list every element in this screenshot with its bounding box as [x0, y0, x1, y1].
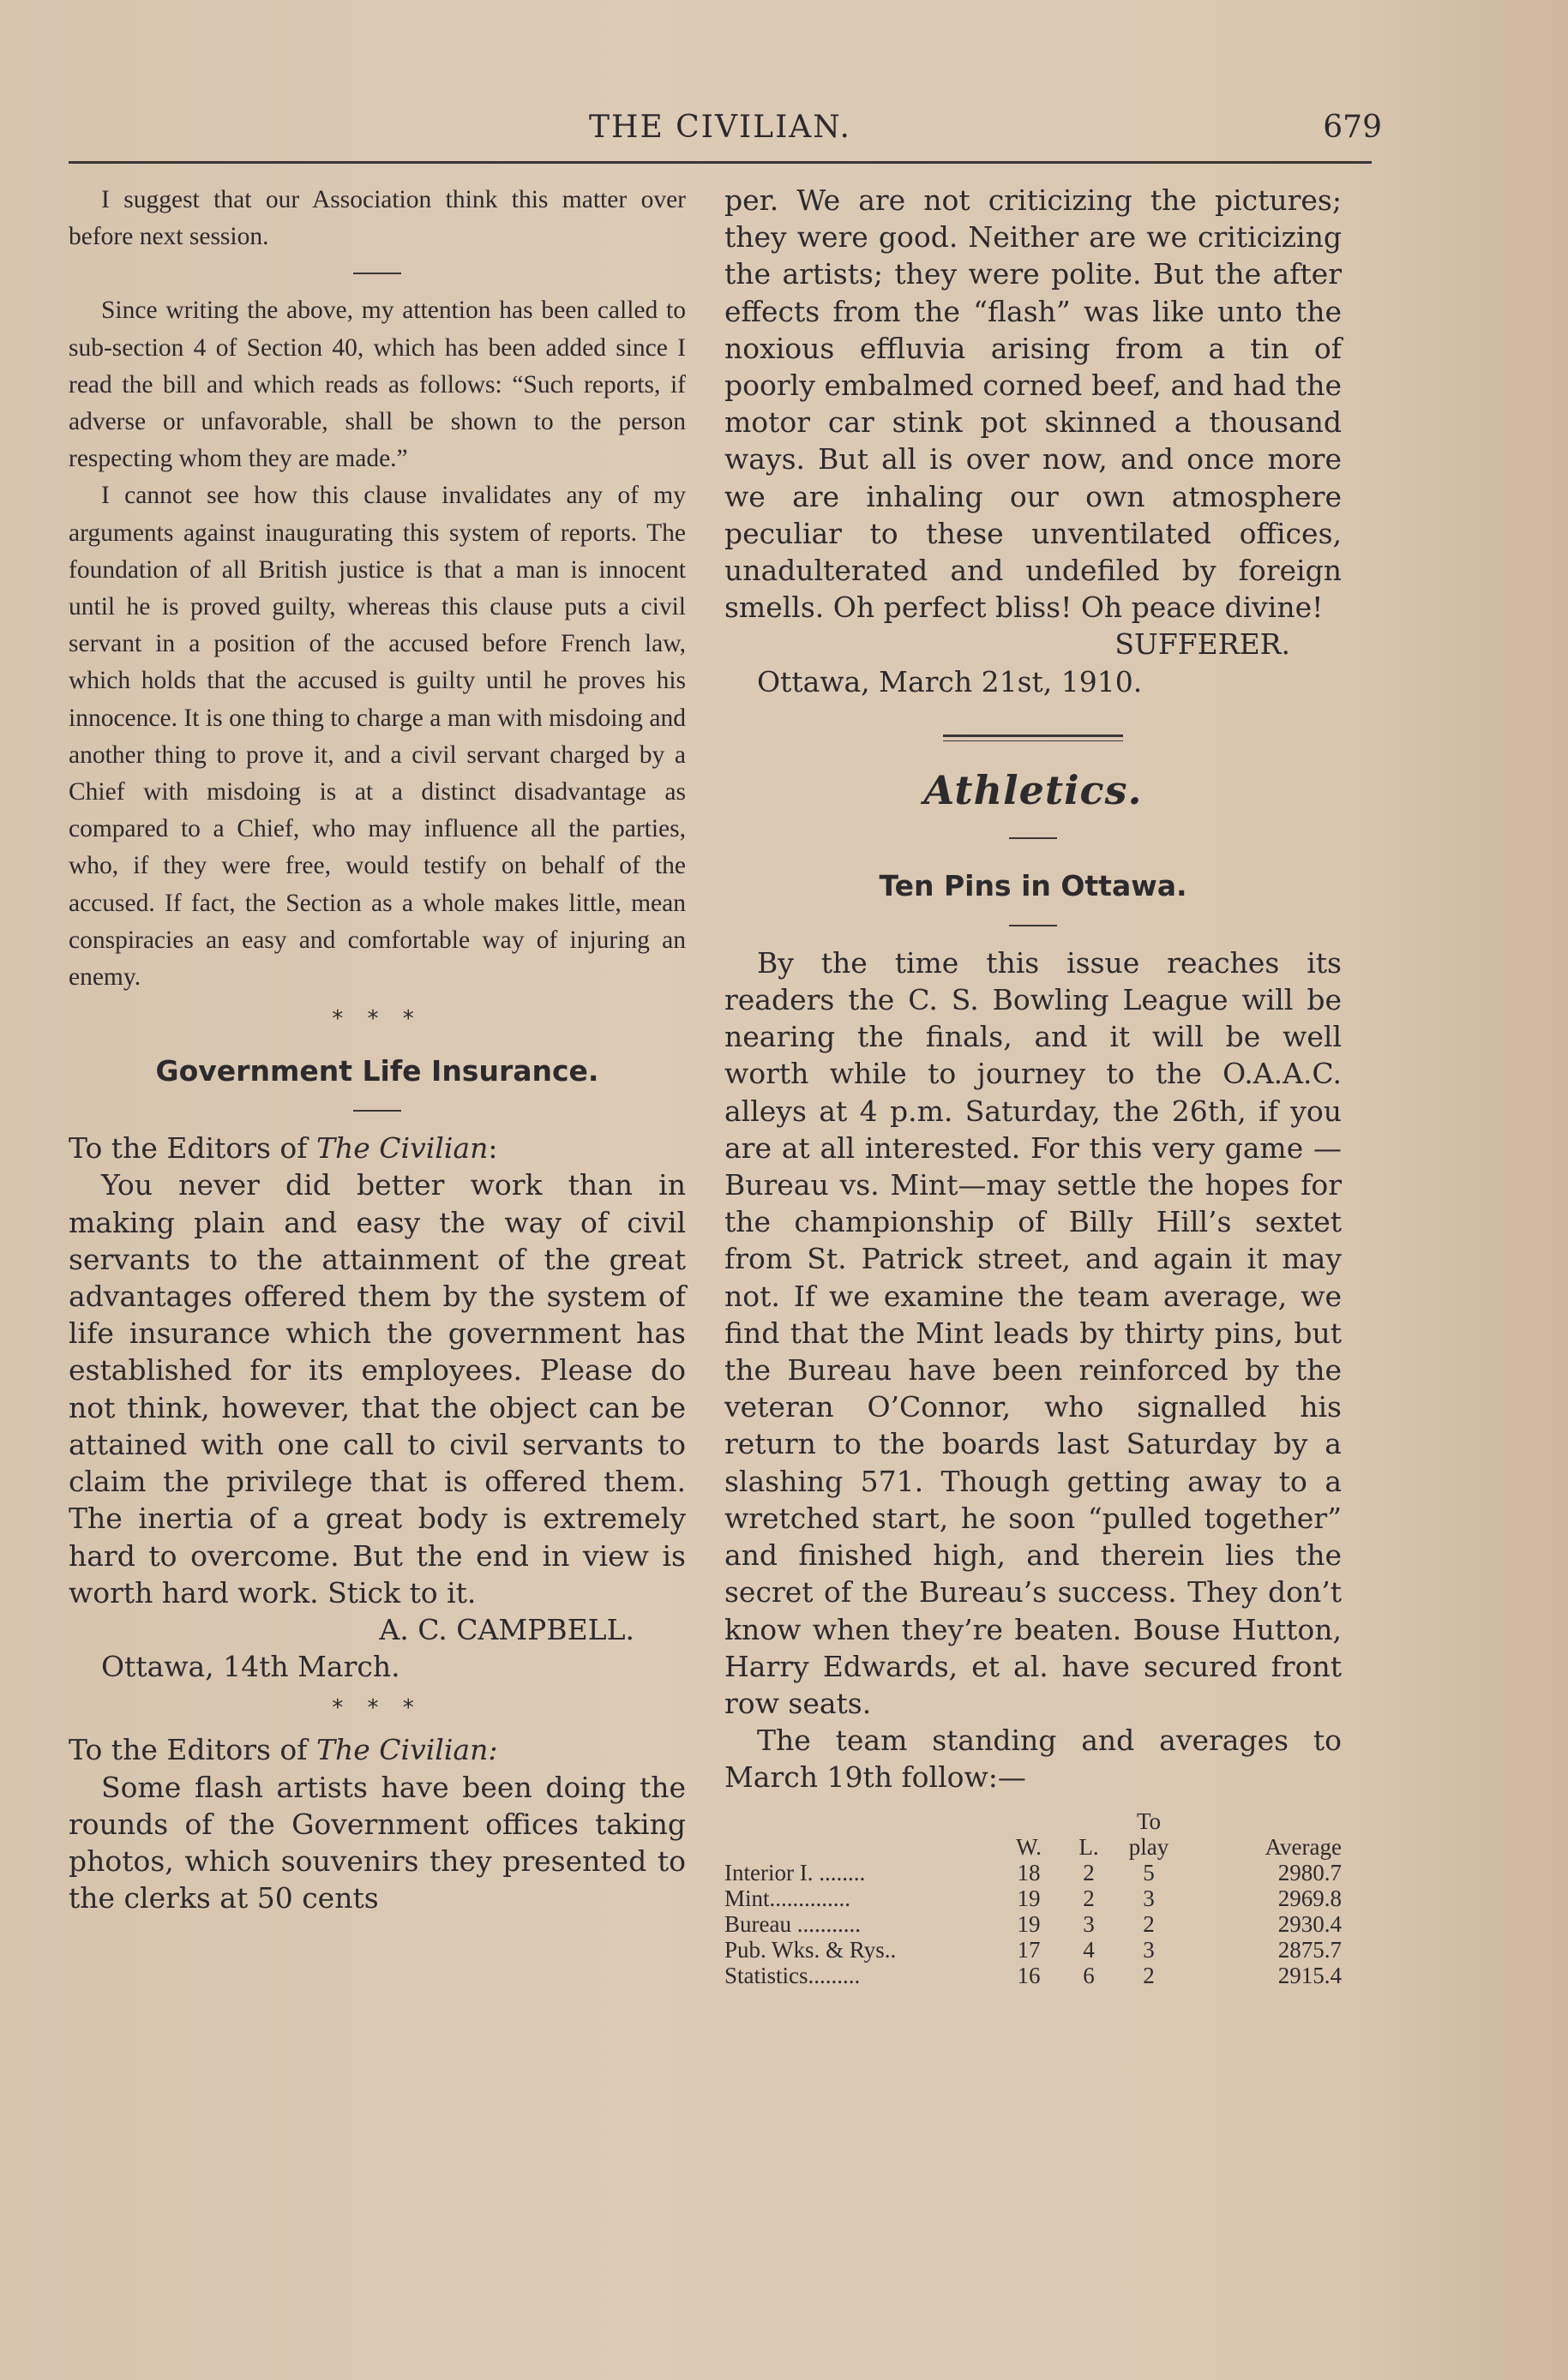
letter-body: Some flash artists have been doing the rounds of the Government offices taking photos, which souvenirs they presented to the clerks at 50 cents — [69, 1770, 686, 1915]
average: 2980.7 — [1277, 1859, 1342, 1885]
average: 2875.7 — [1277, 1936, 1342, 1963]
separator-stars: * * * — [332, 1695, 423, 1722]
table-row — [724, 1963, 1342, 1988]
paragraph: The team standing and averages to March 19th follow:— — [724, 1724, 1342, 1795]
column-header — [1179, 1808, 1342, 1834]
page-number: 679 — [1323, 110, 1382, 145]
paragraph: I cannot see how this clause invalidates any of my arguments against inaugurating this system of reports. The foundation of all British justice is that a man is innocent until he is proved guilty, whereas this clause puts a civil servant in a position of the accused before French law, which holds that the accused is guilty until he proves his innocence. It is one thing to charge a man with misdoing and another thing to prove it, and a civil servant charged by a Chief with misdoing is at a distinct disadvantage as compared to a Chief, who may influence all the parties, who, if they were free, would testify on behalf of the accused. If fact, the Section as a whole makes little, mean conspiracies an easy and comfortable way of injuring an enemy. — [69, 482, 686, 992]
salutation: To the Editors of The Civilian: — [69, 1131, 498, 1166]
letter-body: You never did better work than in making plain and easy the way of civil servants to the attainment of the great advantages offered them by the system of life insurance which the government has established for its employees. Please do not think, however, that the object can be attained with one call to civil servants to claim the privilege that is offered them. The inertia of a great body is extremely hard to overcome. But the end in view is worth hard work. Stick to it. — [69, 1168, 686, 1610]
separator-dash — [69, 1093, 686, 1130]
separator-dash — [724, 820, 1342, 857]
column-header: play — [1128, 1833, 1169, 1860]
wins: 17 — [1017, 1936, 1041, 1963]
table-row — [724, 1911, 1342, 1937]
article-heading: Government Life Insurance. — [155, 1054, 599, 1088]
letter-body-continued: per. We are not criticizing the pictures; they were good. Neither are we criticizing the artists; they were polite. But the after effects from the “flash” was like unto the noxious effluvia arising from a tin of poorly embalmed corned beef, and had the motor car stink pot skinned a thousand ways. But all is over now, and once more we are inhaling our own atmosphere peculiar to these unventilated offices, unadulterated and undefiled by foreign smells. Oh perfect bliss! Oh peace divine! — [724, 183, 1342, 625]
dateline: Ottawa, 14th March. — [101, 1650, 400, 1684]
table-row — [724, 1937, 1342, 1963]
header-rule — [69, 161, 1372, 164]
paragraph: By the time this issue reaches its readers the C. S. Bowling League will be nearing the finals, and it will be well worth while to journey to the O.A.A.C. alleys at 4 p.m. Saturday, the 26th, if you are at all interested. For this very game — Bureau vs. Mint—may settle the hopes for the championship of Billy Hill’s sextet from St. Patrick street, and again it may not. If we examine the team average, we find that the Mint leads by thirty pins, but the Bureau have been reinforced by the veteran O’Connor, who signalled his return to the boards last Saturday by a slashing 571. Though getting away to a wretched start, he soon “pulled together” and finished high, and therein lies the secret of the Bureau’s success. They don’t know when they’re beaten. Bouse Hutton, Harry Edwards, et al. have secured front row seats. — [724, 945, 1342, 1720]
table-header-row — [724, 1834, 1342, 1860]
column-header — [999, 1808, 1059, 1834]
column-header: W. — [1016, 1833, 1042, 1860]
losses: 6 — [1083, 1962, 1095, 1988]
to-play: 3 — [1143, 1936, 1155, 1963]
separator-stars: * * * — [332, 1006, 423, 1033]
separator-dash — [724, 908, 1342, 944]
wins: 18 — [1017, 1859, 1041, 1885]
salutation: To the Editors of The Civilian: — [69, 1733, 498, 1767]
section-divider — [943, 734, 1123, 741]
average: 2969.8 — [1277, 1885, 1342, 1911]
table-row — [724, 1885, 1342, 1911]
column-header: Average — [1265, 1833, 1342, 1860]
team-name: Mint.............. — [724, 1885, 851, 1911]
wins: 19 — [1017, 1910, 1041, 1937]
team-name: Interior I. ........ — [724, 1859, 866, 1885]
team-name: Pub. Wks. & Rys.. — [724, 1936, 897, 1963]
column-header — [1059, 1808, 1119, 1834]
column-header — [724, 1834, 999, 1860]
left-column — [69, 182, 686, 1916]
section-title: Athletics. — [923, 766, 1143, 813]
team-name: Bureau ........... — [724, 1910, 861, 1937]
right-column — [724, 182, 1342, 1988]
paragraph: Since writing the above, my attention has been called to sub-section 4 of Section 40, which has been added since I read the bill and which reads as follows: “Such reports, if adverse or unfavorable, shall be shown to the person respecting whom they are made.” — [69, 297, 686, 473]
losses: 2 — [1083, 1859, 1095, 1885]
dateline: Ottawa, March 21st, 1910. — [757, 664, 1143, 698]
paragraph: I suggest that our Association think this matter over before next session. — [69, 186, 686, 251]
to-play: 3 — [1143, 1885, 1155, 1911]
team-name: Statistics......... — [724, 1962, 861, 1988]
average: 2915.4 — [1277, 1962, 1342, 1988]
wins: 19 — [1017, 1885, 1041, 1911]
column-header — [724, 1808, 999, 1834]
losses: 3 — [1083, 1910, 1095, 1937]
article-heading: Ten Pins in Ottawa. — [879, 868, 1187, 902]
column-header: To — [1136, 1807, 1162, 1834]
losses: 2 — [1083, 1885, 1095, 1911]
signature: A. C. CAMPBELL. — [379, 1612, 634, 1646]
journal-title: THE CIVILIAN. — [589, 110, 851, 145]
losses: 4 — [1083, 1936, 1095, 1963]
table-header-row — [724, 1808, 1342, 1834]
signature: SUFFERER. — [1114, 627, 1290, 662]
to-play: 2 — [1143, 1910, 1155, 1937]
table-row — [724, 1860, 1342, 1885]
column-header: L. — [1078, 1833, 1099, 1860]
page-header — [69, 106, 1382, 158]
standings-table — [724, 1808, 1342, 1988]
separator-dash — [69, 255, 686, 292]
average: 2930.4 — [1277, 1910, 1342, 1937]
to-play: 5 — [1143, 1859, 1155, 1885]
wins: 16 — [1017, 1962, 1041, 1988]
to-play: 2 — [1143, 1962, 1155, 1988]
